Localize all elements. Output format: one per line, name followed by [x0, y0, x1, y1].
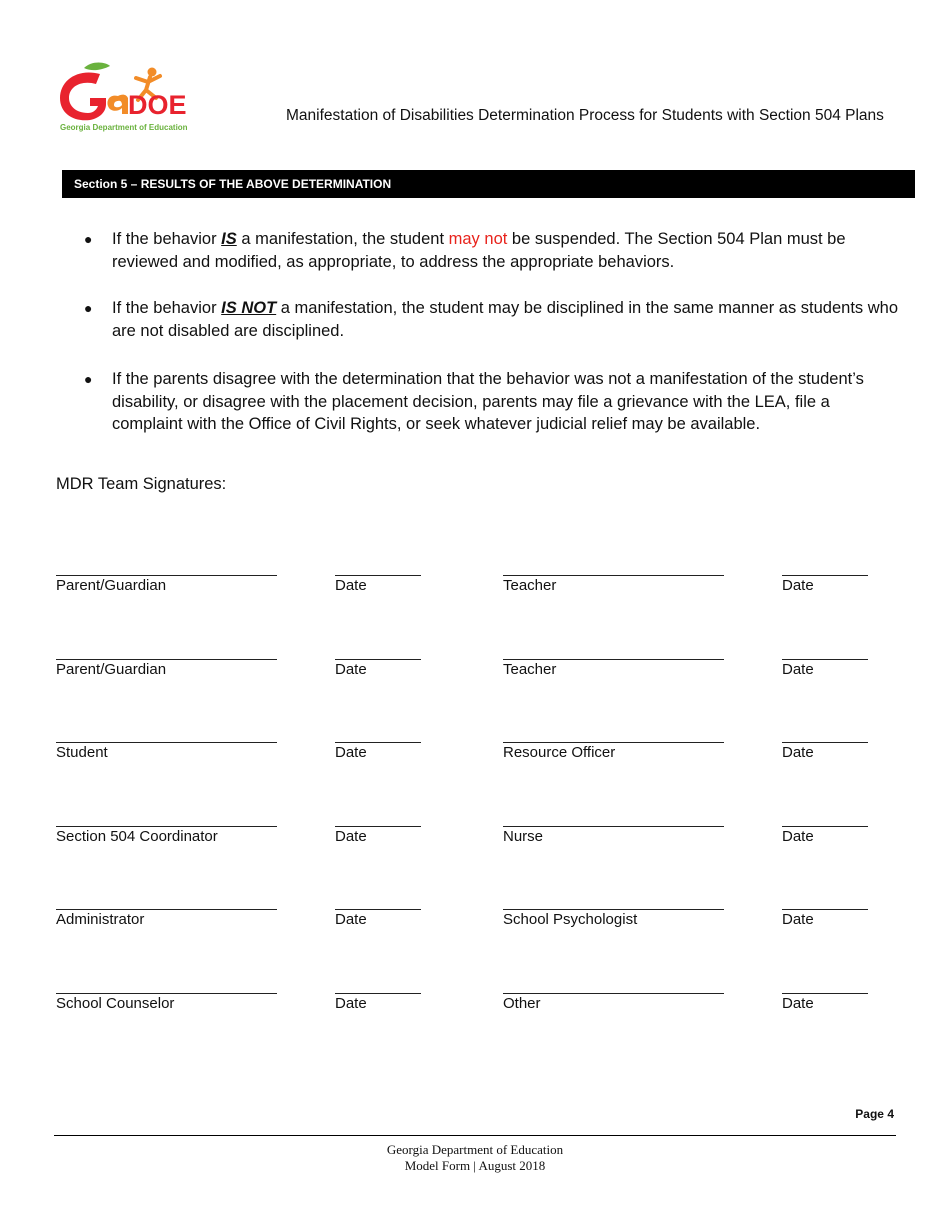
date-line[interactable]: [782, 728, 868, 743]
date-label: Date: [335, 994, 367, 1012]
date-label: Date: [782, 744, 814, 761]
signature-row: [0, 979, 950, 1019]
bullet-icon: ●: [84, 371, 93, 387]
date-label: Date: [782, 827, 814, 845]
signature-cell: [782, 979, 868, 1012]
date-line[interactable]: [782, 979, 868, 994]
signature-cell: [335, 812, 421, 845]
signature-cell: [503, 728, 724, 761]
signature-cell: [782, 645, 868, 678]
signature-role: Resource Officer: [503, 744, 616, 761]
signature-cell: [782, 812, 868, 845]
date-label: Date: [335, 744, 367, 761]
signature-cell: [56, 728, 277, 761]
determination-results-list: [84, 228, 904, 436]
date-line[interactable]: [335, 979, 421, 994]
signature-line[interactable]: [56, 728, 277, 743]
section-header-bar: Section 5 – RESULTS OF THE ABOVE DETERMINATION: [62, 170, 915, 198]
highlight-may-not: may not: [448, 230, 508, 248]
page-number: Page 4: [855, 1107, 894, 1121]
date-label: Date: [782, 911, 814, 928]
footer-line-2: Model Form | August 2018: [404, 1158, 546, 1173]
date-line[interactable]: [782, 812, 868, 827]
list-item: ● If the behavior IS a manifestation, the student may not be suspended. The Section 504 Plan must be reviewed and modified, as appropriate, to address the appropriate behaviors.: [84, 230, 846, 271]
signature-cell: [782, 561, 868, 594]
signature-line[interactable]: [503, 561, 724, 576]
gadoe-logo: [56, 60, 198, 134]
signature-role: School Psychologist: [503, 911, 638, 928]
signature-line[interactable]: [503, 645, 724, 660]
date-line[interactable]: [335, 895, 421, 910]
signature-cell: [503, 979, 724, 1012]
signature-cell: [503, 812, 724, 845]
signature-cell: [782, 895, 868, 928]
signature-role: Student: [56, 744, 108, 761]
signature-cell: [503, 895, 724, 928]
bullet-icon: ●: [84, 231, 93, 247]
signature-role: School Counselor: [56, 994, 175, 1012]
document-title: Manifestation of Disabilities Determination Process for Students with Section 504 Plans: [286, 107, 884, 124]
signature-cell: [56, 645, 277, 678]
signature-cell: [335, 728, 421, 761]
emphasis-is: IS: [221, 230, 237, 248]
signature-line[interactable]: [503, 812, 724, 827]
signature-row: [0, 812, 950, 852]
signature-cell: [335, 645, 421, 678]
date-line[interactable]: [782, 895, 868, 910]
list-item: ● If the parents disagree with the determination that the behavior was not a manifestation of the student’s disability, or disagree with the placement decision, parents may file a grievance with the LEA, file a complaint with the Office of Civil Rights, or seek whatever judicial relief may be available.: [84, 370, 864, 433]
date-line[interactable]: [782, 561, 868, 576]
date-label: Date: [335, 660, 367, 678]
signature-row: [0, 895, 950, 935]
date-label: Date: [782, 577, 814, 594]
footer-line-1: Georgia Department of Education: [386, 1142, 564, 1157]
signature-role: Other: [503, 994, 541, 1012]
signature-line[interactable]: [503, 728, 724, 743]
signature-role: Section 504 Coordinator: [56, 827, 218, 845]
signature-cell: [56, 561, 277, 594]
list-item: ● If the behavior IS NOT a manifestation, the student may be disciplined in the same manner as students who are not disabled are disciplined.: [84, 299, 899, 340]
date-label: Date: [335, 827, 367, 845]
date-line[interactable]: [335, 812, 421, 827]
signature-line[interactable]: [56, 979, 277, 994]
date-line[interactable]: [782, 645, 868, 660]
emphasis-is-not: IS NOT: [221, 299, 277, 317]
signature-line[interactable]: [503, 979, 724, 994]
signature-cell: [782, 728, 868, 761]
date-label: Date: [335, 577, 367, 594]
signature-line[interactable]: [56, 812, 277, 827]
signature-row: [0, 561, 950, 601]
signature-line[interactable]: [56, 895, 277, 910]
signature-role: Administrator: [56, 911, 145, 928]
date-label: Date: [335, 911, 367, 928]
signature-row: [0, 645, 950, 685]
footer-divider: [54, 1135, 896, 1136]
signature-cell: [335, 561, 421, 594]
signature-cell: [335, 895, 421, 928]
signature-cell: [56, 895, 277, 928]
date-line[interactable]: [335, 645, 421, 660]
signature-role: Parent/Guardian: [56, 660, 167, 678]
bullet-icon: ●: [84, 300, 93, 316]
date-label: Date: [782, 660, 814, 678]
logo-subtitle: Georgia Department of Education: [60, 123, 188, 132]
signature-cell: [335, 979, 421, 1012]
signature-cell: [503, 645, 724, 678]
signature-cell: [56, 979, 277, 1012]
signature-role: Teacher: [503, 577, 557, 594]
logo-doe-letters: DOE: [128, 90, 187, 120]
signature-row: [0, 728, 950, 768]
signature-line[interactable]: [56, 561, 277, 576]
signature-line[interactable]: [503, 895, 724, 910]
signature-role: Parent/Guardian: [56, 577, 167, 594]
signature-line[interactable]: [56, 645, 277, 660]
signature-role: Teacher: [503, 660, 557, 678]
signature-cell: [56, 812, 277, 845]
date-line[interactable]: [335, 561, 421, 576]
signature-cell: [503, 561, 724, 594]
date-label: Date: [782, 994, 814, 1012]
signatures-heading: MDR Team Signatures:: [56, 475, 227, 493]
signature-role: Nurse: [503, 827, 544, 845]
date-line[interactable]: [335, 728, 421, 743]
footer: [0, 1142, 950, 1174]
